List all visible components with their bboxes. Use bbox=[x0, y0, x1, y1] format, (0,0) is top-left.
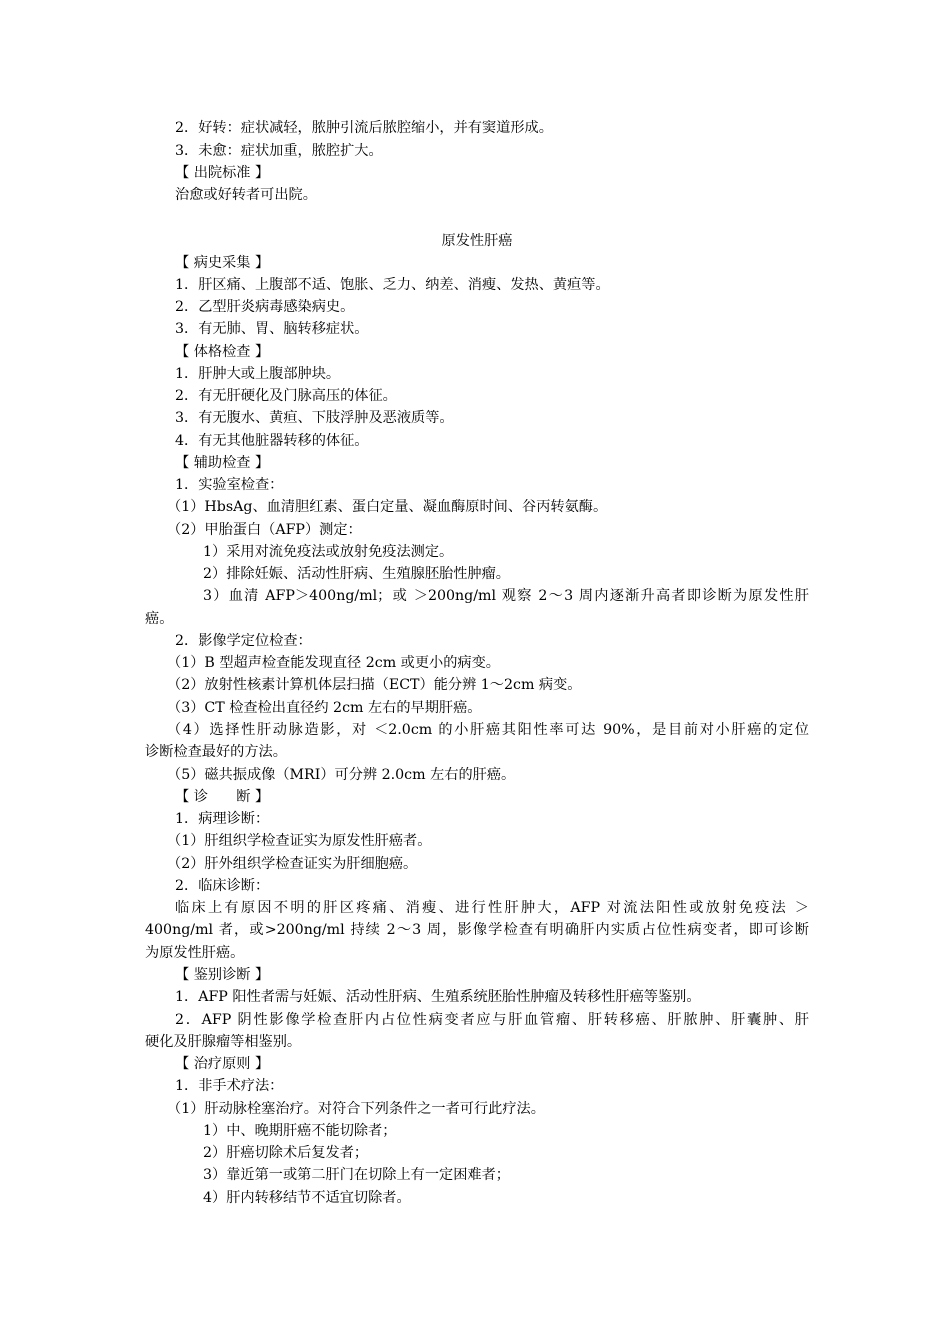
section-heading: 【 诊 断 】 bbox=[175, 789, 270, 805]
text-line: （1）HbsAg、血清胆红素、蛋白定量、凝血酶原时间、谷丙转氨酶。 bbox=[167, 499, 608, 515]
text-line: （4）选择性肝动脉造影，对 ＜2.0cm 的小肝癌其阳性率可达 90%，是目前对小肝癌的定位 bbox=[167, 722, 809, 738]
text-line: 4）肝内转移结节不适宜切除者。 bbox=[203, 1190, 411, 1206]
text-line: 诊断检查最好的方法。 bbox=[145, 744, 287, 760]
text-line: （1）B 型超声检查能发现直径 2cm 或更小的病变。 bbox=[167, 655, 500, 671]
text-line: 1．病理诊断： bbox=[175, 811, 270, 827]
text-line: 2．好转：症状减轻，脓肿引流后脓腔缩小，并有窦道形成。 bbox=[175, 120, 553, 136]
text-line: 400ng/ml 者，或>200ng/ml 持续 2～3 周，影像学检查有明确肝内实质占位性病变者，即可诊断 bbox=[145, 922, 809, 938]
text-line: 2）肝癌切除术后复发者； bbox=[203, 1145, 369, 1161]
text-line: （2）甲胎蛋白（AFP）测定： bbox=[167, 522, 362, 538]
section-heading: 【 辅助检查 】 bbox=[175, 455, 270, 471]
text-line: 1．AFP 阳性者需与妊娠、活动性肝病、生殖系统胚胎性肿瘤及转移性肝癌等鉴别。 bbox=[175, 989, 701, 1005]
text-line: （1）肝组织学检查证实为原发性肝癌者。 bbox=[167, 833, 432, 849]
text-line: 1．肝肿大或上腹部肿块。 bbox=[175, 366, 341, 382]
section-heading: 【 鉴别诊断 】 bbox=[175, 967, 270, 983]
text-line: （1）肝动脉栓塞治疗。对符合下列条件之一者可行此疗法。 bbox=[167, 1101, 545, 1117]
text-line: 3．有无腹水、黄疸、下肢浮肿及恶液质等。 bbox=[175, 410, 454, 426]
text-line: 3．未愈：症状加重，脓腔扩大。 bbox=[175, 143, 383, 159]
text-line: 3）血清 AFP＞400ng/ml；或 ＞200ng/ml 观察 2～3 周内逐渐升高者即诊断为原发性肝 bbox=[203, 588, 809, 604]
text-line: 2．临床诊断： bbox=[175, 878, 270, 894]
text-line: 硬化及肝腺瘤等相鉴别。 bbox=[145, 1034, 302, 1050]
text-line: 3）靠近第一或第二肝门在切除上有一定困难者； bbox=[203, 1167, 510, 1183]
text-line: 1）中、晚期肝癌不能切除者； bbox=[203, 1123, 397, 1139]
text-line: （5）磁共振成像（MRI）可分辨 2.0cm 左右的肝癌。 bbox=[167, 767, 516, 783]
section-heading: 【 病史采集 】 bbox=[175, 255, 270, 271]
text-line: （2）放射性核素计算机体层扫描（ECT）能分辨 1～2cm 病变。 bbox=[167, 677, 582, 693]
text-line: 2．AFP 阴性影像学检查肝内占位性病变者应与肝血管瘤、肝转移癌、肝脓肿、肝囊肿、肝 bbox=[175, 1012, 809, 1028]
text-line: 4．有无其他脏器转移的体征。 bbox=[175, 433, 369, 449]
section-heading: 【 治疗原则 】 bbox=[175, 1056, 270, 1072]
text-line: 2．影像学定位检查： bbox=[175, 633, 312, 649]
section-heading: 【 出院标准 】 bbox=[175, 165, 270, 181]
text-line: 1．实验室检查： bbox=[175, 477, 284, 493]
text-line: 2．有无肝硬化及门脉高压的体征。 bbox=[175, 388, 397, 404]
text-line: 临床上有原因不明的肝区疼痛、消瘦、进行性肝肿大，AFP 对流法阳性或放射免疫法 ＞ bbox=[175, 900, 809, 916]
text-line: 1）采用对流免疫法或放射免疫法测定。 bbox=[203, 544, 454, 560]
text-line: 2）排除妊娠、活动性肝病、生殖腺胚胎性肿瘤。 bbox=[203, 566, 510, 582]
text-line: 治愈或好转者可出院。 bbox=[175, 187, 317, 203]
text-line: 2．乙型肝炎病毒感染病史。 bbox=[175, 299, 355, 315]
text-line: （2）肝外组织学检查证实为肝细胞癌。 bbox=[167, 856, 418, 872]
chapter-title: 原发性肝癌 bbox=[441, 233, 513, 249]
text-line: 为原发性肝癌。 bbox=[145, 945, 245, 961]
text-line: 癌。 bbox=[145, 611, 174, 627]
text-line: 1．肝区痛、上腹部不适、饱胀、乏力、纳差、消瘦、发热、黄疸等。 bbox=[175, 277, 610, 293]
text-line: （3）CT 检查检出直径约 2cm 左右的早期肝癌。 bbox=[167, 700, 482, 716]
text-line: 3．有无肺、胃、脑转移症状。 bbox=[175, 321, 369, 337]
section-heading: 【 体格检查 】 bbox=[175, 344, 270, 360]
text-line: 1．非手术疗法： bbox=[175, 1078, 284, 1094]
